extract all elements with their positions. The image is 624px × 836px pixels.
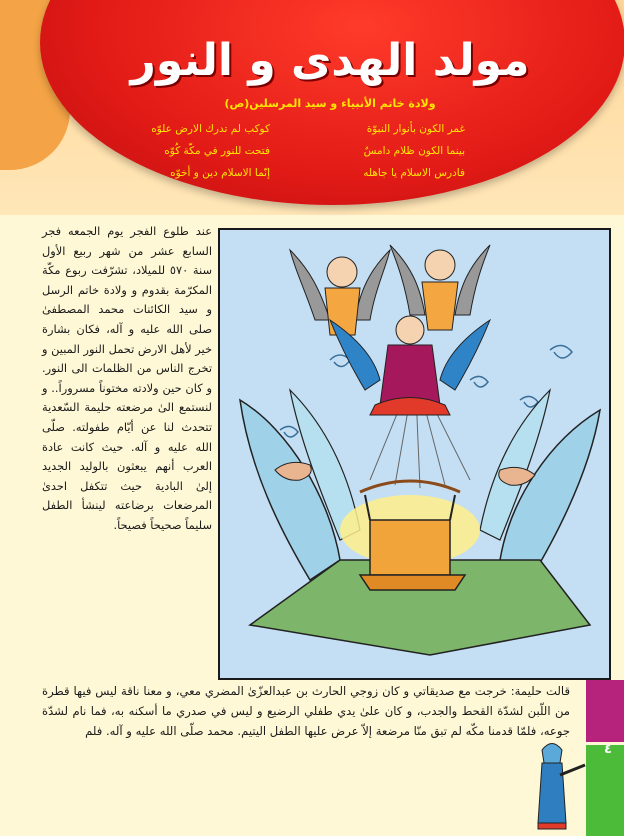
intro-paragraph: عند طلوع الفجر يوم الجمعه فجر السابع عشر من شهر ربيع الأول سنة ٥٧٠ للميلاد، تشرّفت ربوع مكّة المكرّمة بقدوم و ولادة خاتم الرسل و سيد الكائنات محمد المصطفیٰ صلی الله علیه و آله، فكان بشارة خير لأهل الارض تحمل النور المبين و تخرج الناس من الظلمات الی النور. و كان حين ولادته مختوناً مسروراً.. و لنستمع الیٰ مرضعته حليمة السّعدية تتحدث لنا عن أيّام طفولته. صلّی الله علیه و آله. حيث كانت عادة العرب أنهم يبعثون بالوليد الجديد إلیٰ البادية حيث تتكفل احدیٰ المرضعات برضاعته لينشأ الطفل سليماً صحيحاً فصيحاً. xyxy=(41,224,213,532)
illustration-drawing xyxy=(220,230,609,678)
side-strip-purple xyxy=(586,680,624,742)
poem-line: إنّما الاسلام دين و أخوّه xyxy=(170,167,270,179)
page-subtitle: ولادة خاتم الأنبياء و سيد المرسلين(ص) xyxy=(224,97,436,110)
page-title: مولد الهدى و النور xyxy=(130,35,530,86)
poem-line: بينما الكون ظلام دامسٌ xyxy=(363,145,465,157)
poem-line: كوكب لم تدرك الارض علوّه xyxy=(151,123,270,135)
page-number: ٤ xyxy=(604,742,612,757)
poem-line: فادرس الاسلام يا جاهله xyxy=(363,167,465,179)
side-strip-green xyxy=(586,745,624,836)
poem-line: غمر الكون بأنوار النبوّة xyxy=(366,123,465,135)
poem-left-column xyxy=(120,118,270,184)
poem-line: فتحت للنور في مكّة كُوّه xyxy=(164,145,270,157)
poem-right-column xyxy=(315,118,465,184)
halima-paragraph: قالت حليمة: خرجت مع صديقاتي و كان زوجي الحارث بن عبدالعزّیٰ المضري معي، و معنا ناقة ليس فيها قطرة من اللّبن لشدّة القحط والجدب، و كان علیٰ يدي طفلي الرضيع و ليس في صدري ما أسكنه به، فما نام لشدّة جوعه، فلمّا قدمنا مكّه لم تبق منّا مرضعة إلاّ عرض عليها الطفل اليتيم. محمد صلّی الله علیه و آله. فلم xyxy=(42,684,570,738)
woman-figure-icon xyxy=(530,735,590,835)
angels-cradle-illustration xyxy=(218,228,611,680)
